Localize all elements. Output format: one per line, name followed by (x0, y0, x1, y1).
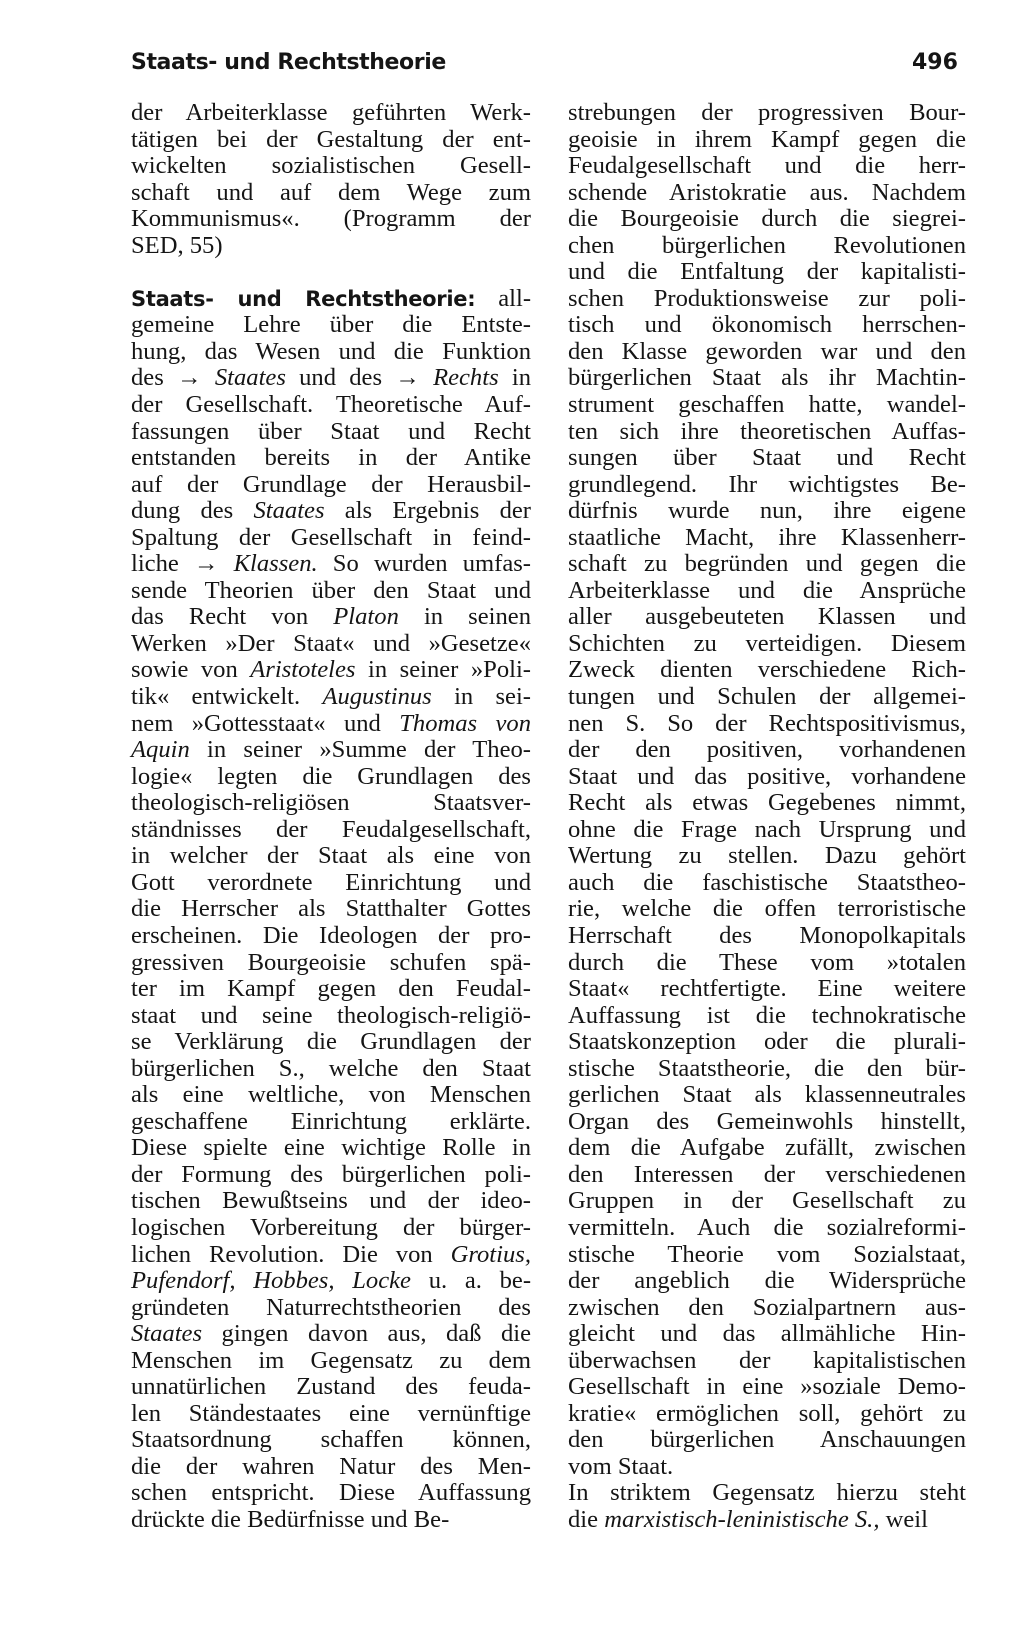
text-line: rie, welche die offen terroristische (568, 895, 966, 923)
running-header-title: Staats- und Rechtstheorie (131, 50, 446, 75)
text-line: len Ständestaates eine vernünftige (131, 1399, 531, 1427)
text-line: das Recht von Platon in seinen (131, 603, 531, 631)
text-line: die der wahren Natur des Men- (131, 1452, 531, 1480)
text-line: auch die faschistische Staatstheo- (568, 868, 966, 896)
text-line: schaft und auf dem Wege zum (131, 178, 531, 206)
headword-continuation: all- (475, 284, 532, 312)
text-line: staat und seine theologisch-religiö- (131, 1001, 531, 1029)
text-line: Gesellschaft in eine »soziale Demo- (568, 1373, 966, 1401)
text-line: geschaffene Einrichtung erklärte. (131, 1107, 531, 1135)
text-line: und die Entfaltung der kapitalisti- (568, 258, 966, 286)
text-line: der Gesellschaft. Theoretische Auf- (131, 391, 531, 419)
text-line: tischen Bewußtseins und der ideo- (131, 1187, 531, 1215)
text-line: sende Theorien über den Staat und (131, 576, 531, 604)
text-line: Wertung zu stellen. Dazu gehört (568, 842, 966, 870)
text-line: der den positiven, vorhandenen (568, 736, 966, 764)
text-line: schen Produktionsweise zur poli- (568, 284, 966, 312)
text-line: entstanden bereits in der Antike (131, 444, 531, 472)
text-line: Zweck dienten verschiedene Rich- (568, 656, 966, 684)
text-line: nem »Gottesstaat« und Thomas von (131, 709, 531, 737)
text-line: den Interessen der verschiedenen (568, 1160, 966, 1188)
text-line: Schichten zu verteidigen. Diesem (568, 629, 966, 657)
text-line: Staatsordnung schaffen können, (131, 1426, 531, 1454)
text-line: überwachsen der kapitalistischen (568, 1346, 966, 1374)
text-line: dung des Staates als Ergebnis der (131, 497, 531, 525)
text-line: geoisie in ihrem Kampf gegen die (568, 125, 966, 153)
text-line: tätigen bei der Gestaltung der ent- (131, 125, 531, 153)
text-line: schen entspricht. Diese Auffassung (131, 1479, 531, 1507)
text-line: Spaltung der Gesellschaft in feind- (131, 523, 531, 551)
text-line: theologisch-religiösen Staatsver- (131, 789, 531, 817)
text-line: drückte die Bedürfnisse und Be- (131, 1505, 450, 1533)
text-line: logie« legten die Grundlagen des (131, 762, 531, 790)
text-line: Staat« rechtfertigte. Eine weitere (568, 975, 966, 1003)
text-line: der Arbeiterklasse geführten Werk- (131, 99, 531, 126)
text-line (131, 286, 531, 313)
text-line: vom Staat. (568, 1452, 674, 1480)
text-line: sowie von Aristoteles in seiner »Poli- (131, 656, 531, 684)
text-line: dürfnis wurde nun, ihre eigene (568, 497, 966, 525)
entry-headword: Staats- und Rechtstheorie: (131, 286, 476, 311)
text-line: In striktem Gegensatz hierzu steht (568, 1479, 966, 1507)
text-line: Feudalgesellschaft und die herr- (568, 152, 966, 180)
text-line (131, 259, 531, 286)
text-line: Staatskonzeption oder die plurali- (568, 1028, 966, 1056)
text-line: ohne die Frage nach Ursprung und (568, 815, 966, 843)
text-line: se Verklärung die Grundlagen der (131, 1028, 531, 1056)
text-line: liche → Klassen. So wurden umfas- (131, 550, 531, 578)
text-line: aller ausgebeuteten Klassen und (568, 603, 966, 631)
page-number: 496 (912, 50, 958, 75)
left-text-column (131, 100, 531, 1534)
text-line: die Herrscher als Statthalter Gottes (131, 895, 531, 923)
text-line: gerlichen Staat als klassenneutrales (568, 1081, 966, 1109)
text-line: ter im Kampf gegen den Feudal- (131, 975, 531, 1003)
text-line: den bürgerlichen Anschauungen (568, 1426, 966, 1454)
text-line: SED, 55) (131, 231, 223, 259)
text-line: Staat und das positive, vorhandene (568, 762, 966, 790)
text-line: der angeblich die Widersprüche (568, 1267, 966, 1295)
text-line: chen bürgerlichen Revolutionen (568, 231, 966, 259)
text-line: gemeine Lehre über die Entste- (131, 311, 531, 339)
text-line: Diese spielte eine wichtige Rolle in (131, 1134, 531, 1162)
text-line: nen S. So der Rechtspositivismus, (568, 709, 966, 737)
text-line: des → Staates und des → Rechts in (131, 364, 531, 392)
text-line: Pufendorf, Hobbes, Locke u. a. be- (131, 1267, 532, 1295)
text-line: ständnisses der Feudalgesellschaft, (131, 815, 531, 843)
text-line: tik« entwickelt. Augustinus in sei- (131, 683, 531, 711)
text-line: Organ des Gemeinwohls hinstellt, (568, 1107, 966, 1135)
text-line: gründeten Naturrechtstheorien des (131, 1293, 531, 1321)
text-line: schende Aristokratie aus. Nachdem (568, 178, 966, 206)
text-line: gressiven Bourgeoisie schufen spä- (131, 948, 531, 976)
text-line: Auffassung ist die technokratische (568, 1001, 966, 1029)
text-line: dem die Aufgabe zufällt, zwischen (568, 1134, 966, 1162)
text-line: strebungen der progressiven Bour- (568, 99, 966, 126)
text-line: die marxistisch-leninistische S., weil (568, 1505, 928, 1533)
text-line: Gruppen in der Gesellschaft zu (568, 1187, 966, 1215)
text-line: staatliche Macht, ihre Klassenherr- (568, 523, 966, 551)
text-line: vermitteln. Auch die sozialreformi- (568, 1213, 966, 1241)
text-line: zwischen den Sozialpartnern aus- (568, 1293, 966, 1321)
text-line: gleicht und das allmähliche Hin- (568, 1320, 966, 1348)
text-line: lichen Revolution. Die von Grotius, (131, 1240, 531, 1268)
text-line: Menschen im Gegensatz zu dem (131, 1346, 531, 1374)
text-line: erscheinen. Die Ideologen der pro- (131, 921, 531, 949)
text-line: die Bourgeoisie durch die siegrei- (568, 205, 966, 233)
text-line: ten sich ihre theoretischen Auffas- (568, 417, 966, 445)
text-line: tisch und ökonomisch herrschen- (568, 311, 966, 339)
text-line: Gott verordnete Einrichtung und (131, 868, 531, 896)
text-line: stische Theorie vom Sozialstaat, (568, 1240, 966, 1268)
text-line: logischen Vorbereitung der bürger- (131, 1213, 531, 1241)
text-line: durch die These vom »totalen (568, 948, 966, 976)
text-line: Herrschaft des Monopolkapitals (568, 921, 966, 949)
text-line: grundlegend. Ihr wichtigstes Be- (568, 470, 966, 498)
text-line: stische Staatstheorie, die den bür- (568, 1054, 966, 1082)
text-line: unnatürlichen Zustand des feuda- (131, 1373, 531, 1401)
right-text-column (568, 100, 966, 1534)
text-line: strument geschaffen hatte, wandel- (568, 391, 966, 419)
text-line: bürgerlichen S., welche den Staat (131, 1054, 531, 1082)
text-line: Recht als etwas Gegebenes nimmt, (568, 789, 966, 817)
text-line: wickelten sozialistischen Gesell- (131, 152, 531, 180)
text-line: Kommunismus«. (Programm der (131, 205, 531, 233)
text-line: fassungen über Staat und Recht (131, 417, 531, 445)
text-line: auf der Grundlage der Herausbil- (131, 470, 531, 498)
text-line: tungen und Schulen der allgemei- (568, 683, 966, 711)
text-line: sungen über Staat und Recht (568, 444, 966, 472)
text-line: Aquin in seiner »Summe der Theo- (131, 736, 531, 764)
text-line: der Formung des bürgerlichen poli- (131, 1160, 531, 1188)
text-line: schaft zu begründen und gegen die (568, 550, 966, 578)
text-line: Arbeiterklasse und die Ansprüche (568, 576, 966, 604)
text-line: in welcher der Staat als eine von (131, 842, 531, 870)
text-line: bürgerlichen Staat als ihr Machtin- (568, 364, 966, 392)
text-line: Werken »Der Staat« und »Gesetze« (131, 629, 531, 657)
text-line: kratie« ermöglichen soll, gehört zu (568, 1399, 966, 1427)
text-line: als eine weltliche, von Menschen (131, 1081, 531, 1109)
text-line: den Klasse geworden war und den (568, 337, 966, 365)
text-line: hung, das Wesen und die Funktion (131, 337, 531, 365)
text-line: Staates gingen davon aus, daß die (131, 1320, 531, 1348)
